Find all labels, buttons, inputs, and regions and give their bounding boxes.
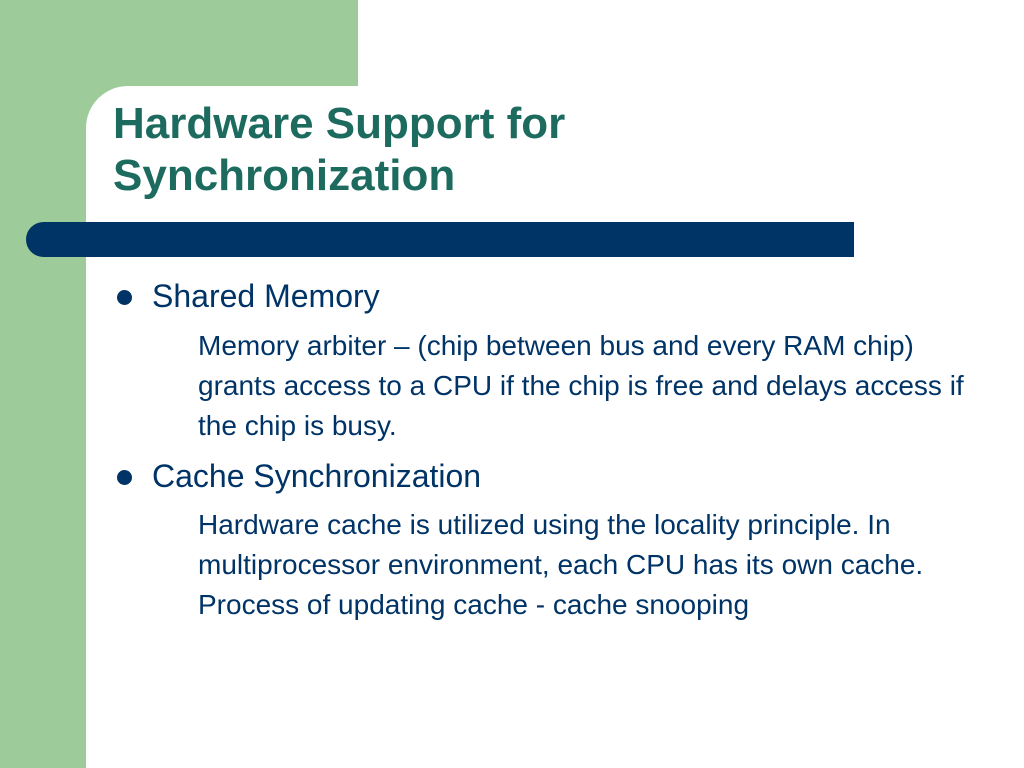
slide-title-line-1: Hardware Support for — [113, 99, 566, 148]
title-divider-bar — [26, 222, 854, 257]
bullet-heading: Shared Memory — [152, 278, 380, 314]
bullet-heading-row — [112, 276, 1002, 316]
slide-title — [113, 98, 873, 202]
bullet-detail: Hardware cache is utilized using the locality principle. In multiprocessor environment, each CPU has its own cache. Process of updating cache - cache snooping — [198, 509, 924, 620]
bullet-detail: Memory arbiter – (chip between bus and every RAM chip) grants access to a CPU if the chip is free and delays access if the chip is busy. — [198, 330, 964, 441]
bullet-item — [112, 456, 1002, 625]
bullet-dot-icon — [117, 470, 132, 485]
bullet-item — [112, 276, 1002, 446]
slide-title-line-2: Synchronization — [113, 151, 456, 200]
white-top-region — [358, 0, 1024, 90]
slide-content — [112, 276, 1002, 625]
bullet-heading-row — [112, 456, 1002, 496]
bullet-heading: Cache Synchronization — [152, 458, 482, 494]
bullet-dot-icon — [117, 290, 132, 305]
